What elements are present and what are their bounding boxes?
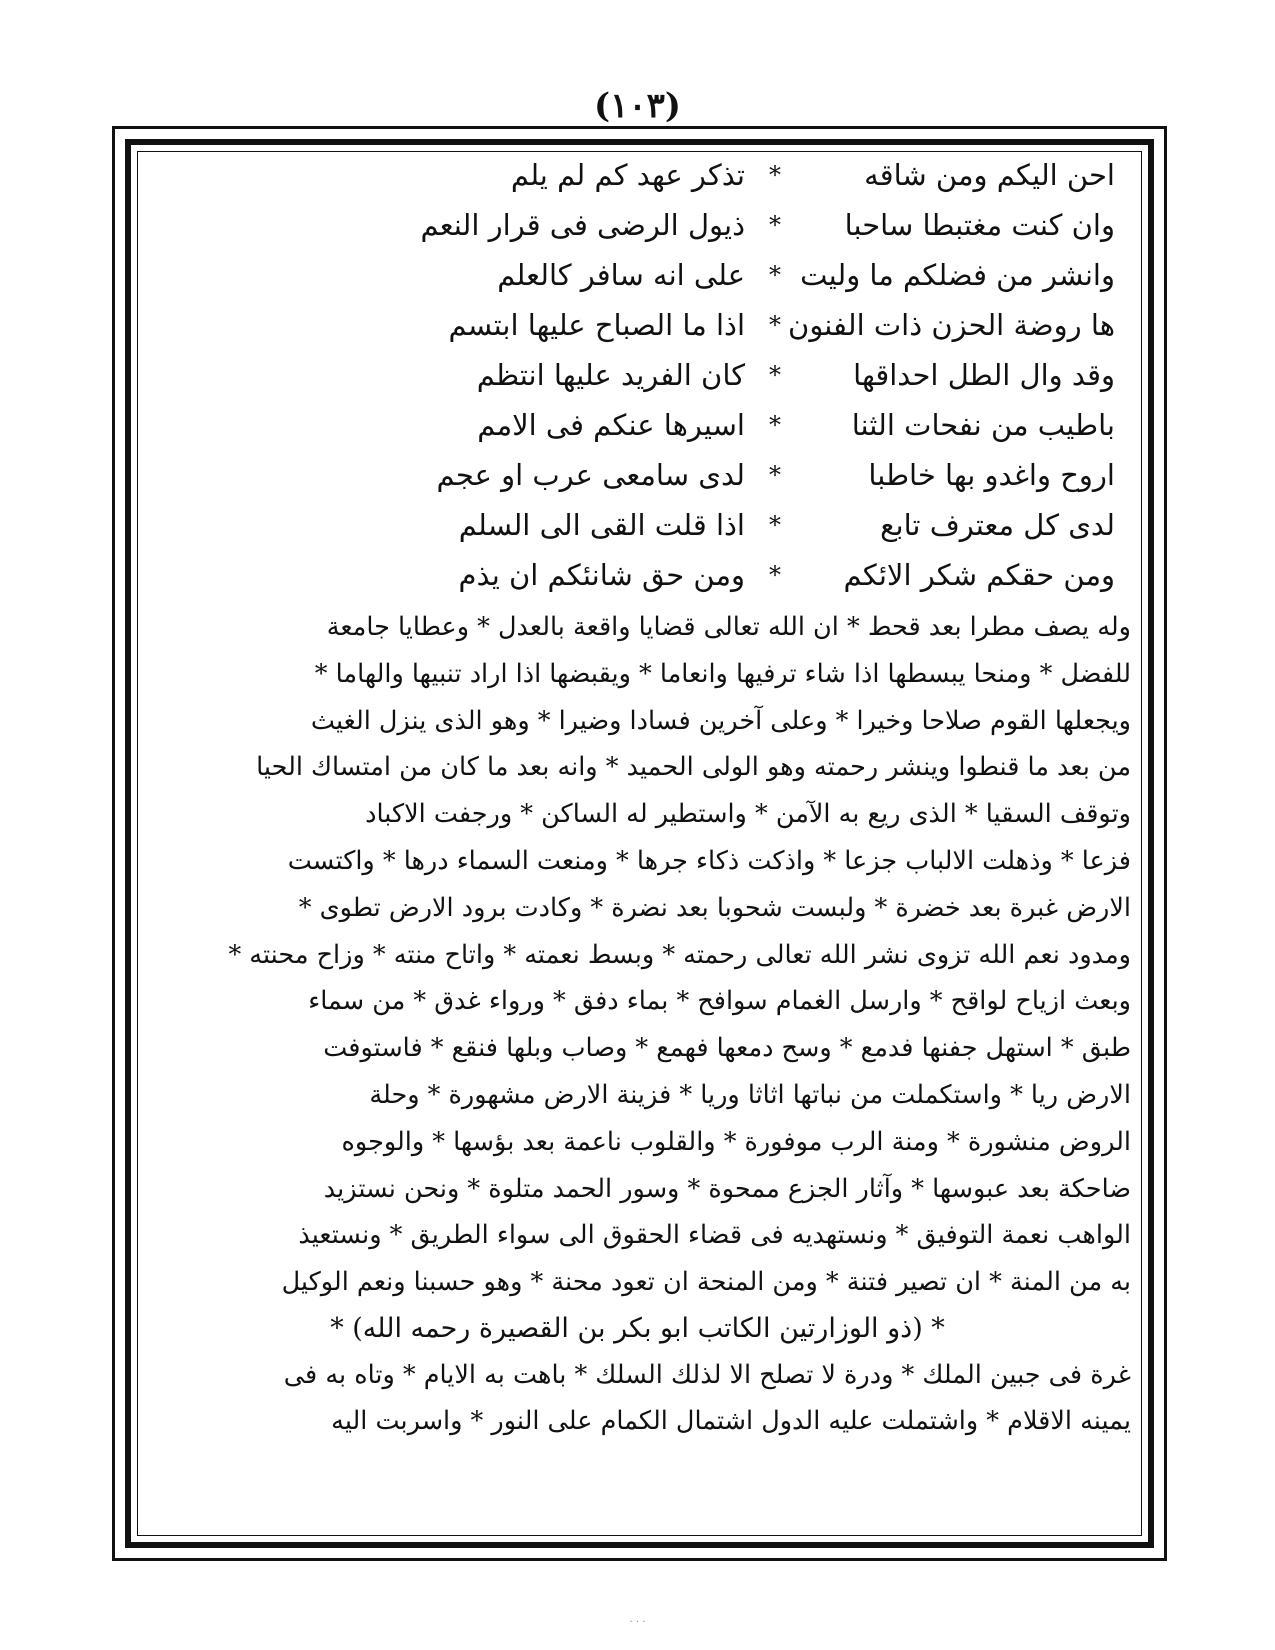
verse-second-hemistich: اذا قلت القى الى السلم xyxy=(458,508,745,542)
footer-dots: · · · xyxy=(629,1617,646,1628)
verse-line xyxy=(140,550,1135,600)
verse-first-hemistich: لدى كل معترف تابع xyxy=(880,508,1115,542)
prose-line: الروض منشورة * ومنة الرب موفورة * والقلوب ناعمة بعد بؤسها * والوجوه xyxy=(341,1126,1131,1157)
prose-line: ومدود نعم الله تزوى نشر الله تعالى رحمته * وبسط نعمته * واتاح منته * وزاح محنته * xyxy=(228,939,1131,970)
page-number: (١٠٣) xyxy=(594,86,681,126)
verse-line xyxy=(140,200,1135,250)
prose-line: ويجعلها القوم صلاحا وخيرا * وعلى آخرين فسادا وضيرا * وهو الذى ينزل الغيث xyxy=(310,705,1131,736)
closing-line: غرة فى جبين الملك * ودرة لا تصلح الا لذلك السلك * باهت به الايام * وتاه به فى xyxy=(283,1359,1131,1390)
verse-first-hemistich: اروح واغدو بها خاطبا xyxy=(868,458,1115,492)
verse-separator-star: * xyxy=(769,261,781,289)
verse-first-hemistich: احن اليكم ومن شاقه xyxy=(864,158,1115,192)
verse-line xyxy=(140,350,1135,400)
verse-separator-star: * xyxy=(769,311,781,339)
verse-first-hemistich: وقد وال الطل احداقها xyxy=(853,358,1115,392)
prose-line: وتوقف السقيا * الذى ريع به الآمن * واستطير له الساكن * ورجفت الاكباد xyxy=(365,799,1131,830)
verse-separator-star: * xyxy=(769,561,781,589)
prose-line: الواهب نعمة التوفيق * ونستهديه فى قضاء الحقوق الى سواء الطريق * ونستعيذ xyxy=(298,1220,1131,1251)
verse-first-hemistich: وان كنت مغتبطا ساحبا xyxy=(844,208,1115,242)
verse-second-hemistich: اذا ما الصباح عليها ابتسم xyxy=(448,308,745,342)
verse-first-hemistich: وانشر من فضلكم ما وليت xyxy=(800,258,1115,292)
prose-passage xyxy=(140,604,1135,1306)
verse-first-hemistich: ها روضة الحزن ذات الفنون xyxy=(788,308,1115,342)
prose-line: الارض غبرة بعد خضرة * ولبست شحوبا بعد نضرة * وكادت برود الارض تطوى * xyxy=(298,892,1131,923)
verse-line xyxy=(140,250,1135,300)
verse-first-hemistich: ومن حقكم شكر الائكم xyxy=(843,558,1115,592)
verse-second-hemistich: لدى سامعى عرب او عجم xyxy=(436,458,745,492)
verse-separator-star: * xyxy=(769,411,781,439)
verse-separator-star: * xyxy=(769,361,781,389)
verse-line xyxy=(140,400,1135,450)
verse-separator-star: * xyxy=(769,511,781,539)
section-heading: * (ذو الوزارتين الكاتب ابو بكر بن القصيرة رحمه الله) * xyxy=(330,1312,945,1344)
verse-line xyxy=(140,150,1135,200)
prose-line: للفضل * ومنحا يبسطها اذا شاء ترفيها وانعاما * ويقبضها اذا اراد تنبيها والهاما * xyxy=(314,658,1131,689)
verse-separator-star: * xyxy=(769,211,781,239)
verse-line xyxy=(140,500,1135,550)
poem-verses xyxy=(140,150,1135,602)
verse-second-hemistich: كان الفريد عليها انتظم xyxy=(476,358,745,392)
verse-line xyxy=(140,450,1135,500)
prose-line: فزعا * وذهلت الالباب جزعا * واذكت ذكاء جرها * ومنعت السماء درها * واكتست xyxy=(287,845,1131,876)
prose-line: طبق * استهل جفنها فدمع * وسح دمعها فهمع * وصاب وبلها فنقع * فاستوفت xyxy=(323,1033,1131,1064)
closing-line: يمينه الاقلام * واشتملت عليه الدول اشتمال الكمام على النور * واسربت اليه xyxy=(331,1405,1131,1436)
prose-line: الارض ريا * واستكملت من نباتها اثاثا وريا * فزينة الارض مشهورة * وحلة xyxy=(369,1079,1131,1110)
verse-second-hemistich: على انه سافر كالعلم xyxy=(497,258,745,292)
verse-separator-star: * xyxy=(769,461,781,489)
prose-line: ضاحكة بعد عبوسها * وآثار الجزع ممحوة * وسور الحمد متلوة * ونحن نستزيد xyxy=(323,1173,1131,1204)
page-content xyxy=(140,150,1135,1540)
verse-separator-star: * xyxy=(769,161,781,189)
prose-line: من بعد ما قنطوا وينشر رحمته وهو الولى الحميد * وانه بعد ما كان من امتساك الحيا xyxy=(256,752,1131,783)
verse-second-hemistich: اسيرها عنكم فى الامم xyxy=(477,408,745,442)
verse-second-hemistich: تذكر عهد كم لم يلم xyxy=(510,158,745,192)
verse-second-hemistich: ومن حق شانئكم ان يذم xyxy=(458,558,745,592)
prose-line: وله يصف مطرا بعد قحط * ان الله تعالى قضايا واقعة بالعدل * وعطايا جامعة xyxy=(326,612,1131,642)
closing-passage xyxy=(140,1352,1135,1444)
verse-first-hemistich: باطيب من نفحات الثنا xyxy=(851,408,1115,442)
verse-line xyxy=(140,300,1135,350)
verse-second-hemistich: ذيول الرضى فى قرار النعم xyxy=(420,208,745,242)
prose-line: وبعث ازياح لواقح * وارسل الغمام سوافح * بماء دفق * ورواء غدق * من سماء xyxy=(308,986,1131,1017)
prose-line: به من المنة * ان تصير فتنة * ومن المنحة ان تعود محنة * وهو حسبنا ونعم الوكيل xyxy=(281,1267,1131,1298)
